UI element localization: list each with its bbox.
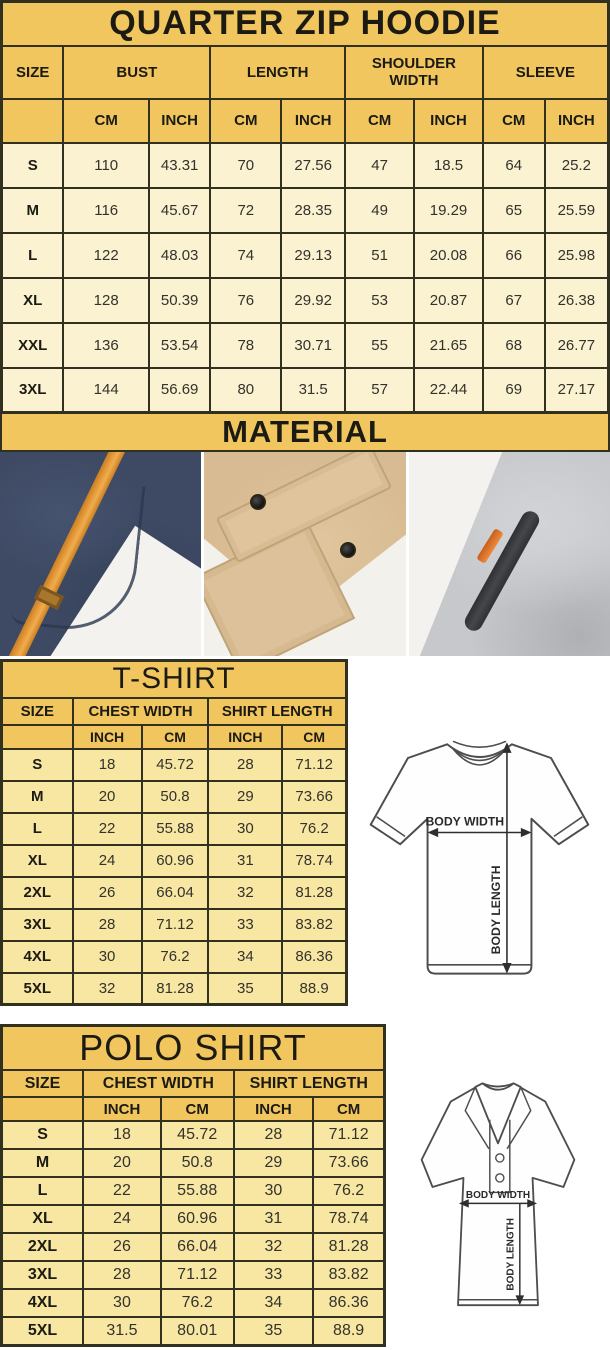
measurement-cell: 66 — [483, 233, 545, 278]
size-row — [2, 1177, 385, 1205]
measurement-cell: 78 — [210, 323, 281, 368]
measurement-cell: 56.69 — [149, 368, 210, 413]
empty-header-cell — [2, 99, 64, 143]
measurement-cell: 55.88 — [142, 813, 209, 845]
size-row — [2, 1289, 385, 1317]
measurement-cell: 22.44 — [414, 368, 483, 413]
size-row — [2, 1261, 385, 1289]
polo-button — [496, 1154, 504, 1162]
measurement-cell: 25.2 — [545, 143, 609, 188]
polo-size-table — [0, 1024, 386, 1347]
size-row — [2, 909, 347, 941]
hoodie-size-chart-section — [0, 0, 610, 414]
size-label-cell: XL — [2, 278, 64, 323]
measurement-cell: 83.82 — [282, 909, 346, 941]
measurement-cell: 30.71 — [281, 323, 345, 368]
size-row — [2, 973, 347, 1005]
measurement-cell: 28 — [208, 749, 282, 781]
group-header: CHEST WIDTH — [73, 698, 209, 725]
size-label-cell: 5XL — [2, 973, 73, 1005]
size-column-header: SIZE — [2, 1070, 84, 1097]
size-column-header: SIZE — [2, 46, 64, 99]
size-row — [2, 233, 609, 278]
size-label-cell: S — [2, 1121, 84, 1149]
measurement-cell: 122 — [63, 233, 149, 278]
measurement-cell: 64 — [483, 143, 545, 188]
measurement-cell: 55 — [345, 323, 414, 368]
polo-section — [0, 1024, 610, 1347]
measurement-cell: 88.9 — [282, 973, 346, 1005]
measurement-cell: 74 — [210, 233, 281, 278]
measurement-cell: 50.39 — [149, 278, 210, 323]
measurement-cell: 76.2 — [142, 941, 209, 973]
group-header: CHEST WIDTH — [83, 1070, 234, 1097]
measurement-cell: 80.01 — [161, 1317, 234, 1345]
measurement-cell: 35 — [208, 973, 282, 1005]
size-label-cell: L — [2, 233, 64, 278]
measurement-cell: 22 — [83, 1177, 161, 1205]
collar-back-line — [453, 741, 506, 747]
measurement-cell: 51 — [345, 233, 414, 278]
measurement-cell: 33 — [208, 909, 282, 941]
unit-header: INCH — [281, 99, 345, 143]
measurement-cell: 27.17 — [545, 368, 609, 413]
group-header: LENGTH — [210, 46, 345, 99]
size-column-header: SIZE — [2, 698, 73, 725]
size-label-cell: L — [2, 1177, 84, 1205]
measurement-cell: 18.5 — [414, 143, 483, 188]
polo-diagram-box — [386, 1024, 610, 1342]
measurement-cell: 22 — [73, 813, 142, 845]
unit-header: INCH — [149, 99, 210, 143]
size-label-cell: XL — [2, 1205, 84, 1233]
table-title: POLO SHIRT — [2, 1026, 385, 1071]
measurement-cell: 55.88 — [161, 1177, 234, 1205]
material-photo-navy-fleece — [0, 452, 201, 656]
measurement-cell: 30 — [234, 1177, 314, 1205]
unit-header: INCH — [545, 99, 609, 143]
tshirt-diagram-box — [348, 656, 610, 1006]
measurement-cell: 18 — [73, 749, 142, 781]
tshirt-section — [0, 656, 610, 1006]
measurement-cell: 34 — [234, 1289, 314, 1317]
measurement-cell: 25.59 — [545, 188, 609, 233]
measurement-cell: 28 — [73, 909, 142, 941]
size-row — [2, 877, 347, 909]
material-title: MATERIAL — [222, 414, 388, 449]
empty-header-cell — [2, 1097, 84, 1121]
unit-header: CM — [483, 99, 545, 143]
measurement-cell: 32 — [208, 877, 282, 909]
measurement-cell: 76.2 — [161, 1289, 234, 1317]
measurement-cell: 57 — [345, 368, 414, 413]
table-title: QUARTER ZIP HOODIE — [2, 2, 609, 46]
measurement-cell: 144 — [63, 368, 149, 413]
measurement-cell: 136 — [63, 323, 149, 368]
measurement-cell: 27.56 — [281, 143, 345, 188]
measurement-cell: 31.5 — [83, 1317, 161, 1345]
measurement-cell: 76.2 — [282, 813, 346, 845]
measurement-cell: 25.98 — [545, 233, 609, 278]
measurement-cell: 34 — [208, 941, 282, 973]
size-row — [2, 941, 347, 973]
measurement-cell: 128 — [63, 278, 149, 323]
measurement-cell: 21.65 — [414, 323, 483, 368]
measurement-cell: 88.9 — [313, 1317, 384, 1345]
measurement-cell: 73.66 — [313, 1149, 384, 1177]
measurement-cell: 73.66 — [282, 781, 346, 813]
hoodie-size-table — [0, 0, 610, 414]
group-header: SHIRT LENGTH — [208, 698, 346, 725]
measurement-cell: 35 — [234, 1317, 314, 1345]
measurement-cell: 19.29 — [414, 188, 483, 233]
material-photos-row — [0, 452, 610, 656]
size-label-cell: 5XL — [2, 1317, 84, 1345]
size-row — [2, 845, 347, 877]
measurement-cell: 43.31 — [149, 143, 210, 188]
measurement-cell: 50.8 — [142, 781, 209, 813]
empty-header-cell — [2, 725, 73, 749]
measurement-cell: 60.96 — [161, 1205, 234, 1233]
unit-header: CM — [210, 99, 281, 143]
measurement-cell: 76 — [210, 278, 281, 323]
measurement-cell: 26 — [83, 1233, 161, 1261]
measurement-cell: 31.5 — [281, 368, 345, 413]
measurement-cell: 66.04 — [142, 877, 209, 909]
size-row — [2, 781, 347, 813]
unit-header: CM — [345, 99, 414, 143]
body-length-label: BODY LENGTH — [488, 865, 503, 955]
measurement-cell: 78.74 — [282, 845, 346, 877]
measurement-cell: 30 — [83, 1289, 161, 1317]
body-length-label: BODY LENGTH — [505, 1217, 517, 1291]
unit-header: INCH — [234, 1097, 314, 1121]
measurement-cell: 28.35 — [281, 188, 345, 233]
measurement-cell: 45.72 — [161, 1121, 234, 1149]
measurement-cell: 24 — [83, 1205, 161, 1233]
unit-header: CM — [142, 725, 209, 749]
group-header: SHIRT LENGTH — [234, 1070, 385, 1097]
measurement-cell: 29 — [234, 1149, 314, 1177]
unit-header: CM — [161, 1097, 234, 1121]
polo-measurement-diagram — [398, 1052, 598, 1342]
size-label-cell: 2XL — [2, 1233, 84, 1261]
size-label-cell: M — [2, 1149, 84, 1177]
material-photo-gray-zip — [409, 452, 610, 656]
measurement-cell: 26 — [73, 877, 142, 909]
measurement-cell: 70 — [210, 143, 281, 188]
measurement-cell: 29.92 — [281, 278, 345, 323]
measurement-cell: 50.8 — [161, 1149, 234, 1177]
size-label-cell: XL — [2, 845, 73, 877]
size-label-cell: XXL — [2, 323, 64, 368]
measurement-cell: 30 — [208, 813, 282, 845]
measurement-cell: 31 — [234, 1205, 314, 1233]
group-header: SHOULDER WIDTH — [345, 46, 483, 99]
tshirt-outline — [370, 744, 588, 973]
measurement-cell: 26.77 — [545, 323, 609, 368]
measurement-cell: 71.12 — [161, 1261, 234, 1289]
size-row — [2, 1205, 385, 1233]
measurement-cell: 29 — [208, 781, 282, 813]
measurement-cell: 24 — [73, 845, 142, 877]
measurement-cell: 80 — [210, 368, 281, 413]
group-header: SLEEVE — [483, 46, 609, 99]
body-width-label: BODY WIDTH — [465, 1189, 531, 1201]
measurement-cell: 81.28 — [282, 877, 346, 909]
unit-header: INCH — [414, 99, 483, 143]
measurement-cell: 81.28 — [142, 973, 209, 1005]
measurement-cell: 45.72 — [142, 749, 209, 781]
measurement-cell: 116 — [63, 188, 149, 233]
size-row — [2, 813, 347, 845]
measurement-cell: 72 — [210, 188, 281, 233]
measurement-cell: 69 — [483, 368, 545, 413]
size-label-cell: M — [2, 781, 73, 813]
measurement-cell: 71.12 — [282, 749, 346, 781]
measurement-cell: 81.28 — [313, 1233, 384, 1261]
size-label-cell: S — [2, 143, 64, 188]
measurement-cell: 20 — [83, 1149, 161, 1177]
size-label-cell: 3XL — [2, 1261, 84, 1289]
size-row — [2, 188, 609, 233]
size-row — [2, 1149, 385, 1177]
size-label-cell: 4XL — [2, 1289, 84, 1317]
size-row — [2, 749, 347, 781]
tshirt-size-table — [0, 659, 348, 1006]
size-label-cell: M — [2, 188, 64, 233]
measurement-cell: 31 — [208, 845, 282, 877]
unit-header: INCH — [208, 725, 282, 749]
size-label-cell: 3XL — [2, 368, 64, 413]
measurement-cell: 110 — [63, 143, 149, 188]
unit-header: CM — [63, 99, 149, 143]
measurement-cell: 45.67 — [149, 188, 210, 233]
measurement-cell: 71.12 — [313, 1121, 384, 1149]
size-label-cell: 3XL — [2, 909, 73, 941]
size-row — [2, 143, 609, 188]
measurement-cell: 66.04 — [161, 1233, 234, 1261]
measurement-cell: 30 — [73, 941, 142, 973]
measurement-cell: 20.87 — [414, 278, 483, 323]
unit-header: CM — [313, 1097, 384, 1121]
measurement-cell: 48.03 — [149, 233, 210, 278]
measurement-cell: 49 — [345, 188, 414, 233]
measurement-cell: 20.08 — [414, 233, 483, 278]
measurement-cell: 86.36 — [313, 1289, 384, 1317]
material-heading — [0, 414, 610, 452]
size-row — [2, 1121, 385, 1149]
size-row — [2, 1317, 385, 1345]
body-width-label: BODY WIDTH — [424, 814, 504, 829]
measurement-cell: 67 — [483, 278, 545, 323]
measurement-cell: 20 — [73, 781, 142, 813]
measurement-cell: 60.96 — [142, 845, 209, 877]
size-row — [2, 323, 609, 368]
size-label-cell: 4XL — [2, 941, 73, 973]
measurement-cell: 71.12 — [142, 909, 209, 941]
size-label-cell: L — [2, 813, 73, 845]
measurement-cell: 78.74 — [313, 1205, 384, 1233]
unit-header: INCH — [73, 725, 142, 749]
tshirt-measurement-diagram — [357, 706, 602, 1006]
size-row — [2, 1233, 385, 1261]
group-header: BUST — [63, 46, 210, 99]
size-label-cell: S — [2, 749, 73, 781]
unit-header: CM — [282, 725, 346, 749]
material-photo-khaki-pocket — [204, 452, 405, 656]
measurement-cell: 83.82 — [313, 1261, 384, 1289]
measurement-cell: 33 — [234, 1261, 314, 1289]
measurement-cell: 18 — [83, 1121, 161, 1149]
size-label-cell: 2XL — [2, 877, 73, 909]
measurement-cell: 32 — [73, 973, 142, 1005]
polo-button — [496, 1174, 504, 1182]
measurement-cell: 53.54 — [149, 323, 210, 368]
measurement-cell: 86.36 — [282, 941, 346, 973]
measurement-cell: 26.38 — [545, 278, 609, 323]
measurement-cell: 32 — [234, 1233, 314, 1261]
unit-header: INCH — [83, 1097, 161, 1121]
measurement-cell: 65 — [483, 188, 545, 233]
measurement-cell: 28 — [83, 1261, 161, 1289]
size-row — [2, 278, 609, 323]
measurement-cell: 29.13 — [281, 233, 345, 278]
measurement-cell: 28 — [234, 1121, 314, 1149]
measurement-cell: 47 — [345, 143, 414, 188]
size-row — [2, 368, 609, 413]
measurement-cell: 68 — [483, 323, 545, 368]
table-title: T-SHIRT — [2, 661, 347, 698]
measurement-cell: 76.2 — [313, 1177, 384, 1205]
measurement-cell: 53 — [345, 278, 414, 323]
